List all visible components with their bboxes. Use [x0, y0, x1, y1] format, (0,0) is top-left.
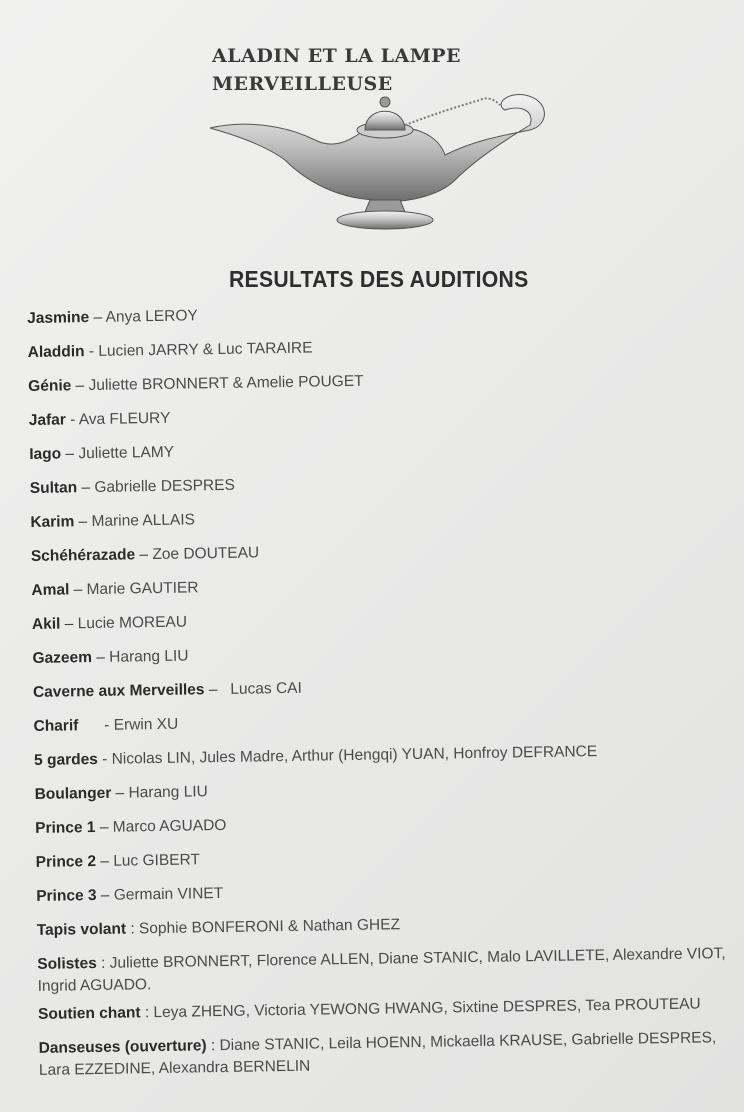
cast-list [27, 297, 739, 1088]
cast-entry [27, 297, 727, 330]
role-name: 5 gardes [33, 750, 98, 769]
cast-entry [37, 909, 737, 942]
role-name: Schéhérazade [30, 546, 136, 565]
cast-entry [35, 807, 735, 840]
role-name: Karim [30, 513, 75, 531]
role-name: Génie [28, 377, 72, 395]
performer-names: Juliette BRONNERT & Amelie POUGET [88, 372, 364, 395]
cast-entry [34, 739, 734, 772]
performer-names: Lucie MOREAU [77, 613, 188, 633]
role-name: Gazeem [32, 649, 93, 667]
performer-names: Ava FLEURY [78, 409, 171, 429]
title-line-2: MERVEILLEUSE [212, 73, 393, 95]
performer-names: Lucas CAI [230, 679, 302, 698]
cast-entry [33, 705, 733, 738]
role-name: Soutien chant [37, 1004, 141, 1023]
performer-names: Erwin XU [113, 715, 179, 734]
cast-entry [31, 569, 731, 602]
separator: – [74, 513, 92, 531]
role-name: Akil [31, 615, 61, 633]
separator: – [61, 445, 79, 463]
performer-names: Juliette BRONNERT, Florence ALLEN, Diane STANIC, Malo LAVILLETE, Alexandre VIOT, Ingrid AGUADO. [37, 945, 726, 995]
separator: : [96, 954, 110, 972]
page-heading: RESULTATS DES AUDITIONS [229, 266, 529, 292]
role-name: Prince 2 [35, 852, 97, 871]
performer-names: Harang LIU [128, 783, 208, 802]
separator: : [206, 1037, 220, 1055]
role-name: Charif [33, 717, 79, 735]
role-name: Caverne aux Merveilles [32, 681, 205, 701]
performer-names: Juliette LAMY [78, 443, 175, 463]
cast-entry [36, 841, 736, 874]
separator: – [77, 478, 95, 497]
performer-names: Marie GAUTIER [86, 579, 199, 599]
separator: – [111, 784, 129, 802]
role-name: Aladdin [27, 343, 85, 361]
cast-entry [33, 671, 733, 704]
role-name: Prince 3 [36, 886, 97, 905]
separator: – [96, 886, 114, 904]
role-name: Tapis volant [36, 920, 127, 939]
performer-names: Marco AGUADO [112, 816, 227, 836]
separator: – [95, 818, 113, 836]
cast-entry [34, 773, 734, 806]
separator: – [204, 680, 231, 699]
performer-names: Sophie BONFERONI & Nathan GHEZ [138, 916, 401, 938]
cast-entry [37, 943, 738, 998]
separator: - [97, 750, 112, 768]
cast-entry [31, 535, 731, 568]
cast-entry [32, 637, 732, 670]
performer-names: Marine ALLAIS [91, 511, 196, 531]
separator: - [84, 342, 99, 361]
role-name: Jafar [28, 411, 66, 429]
role-name: Iago [29, 445, 62, 463]
cast-entry [30, 501, 730, 534]
separator: – [69, 581, 87, 599]
separator: - [65, 411, 79, 429]
cast-entry [29, 433, 729, 466]
role-name: Boulanger [34, 784, 112, 803]
separator: - [78, 716, 114, 735]
role-name: Solistes [37, 954, 97, 973]
role-name: Amal [31, 581, 70, 599]
role-name: Sultan [29, 479, 78, 497]
cast-entry [38, 1027, 739, 1082]
performer-names: Luc GIBERT [113, 851, 201, 870]
performer-names: Harang LIU [109, 647, 189, 666]
magic-lamp-illustration [205, 80, 555, 240]
separator: – [89, 308, 106, 327]
performer-names: Nicolas LIN, Jules Madre, Arthur (Hengqi) YUAN, Honfroy DEFRANCE [111, 743, 598, 768]
cast-entry [38, 993, 738, 1026]
title-line-1: ALADIN ET LA LAMPE [212, 45, 462, 67]
cast-entry [30, 467, 730, 500]
cast-entry [29, 399, 729, 432]
performer-names: Germain VINET [113, 884, 224, 904]
role-name: Jasmine [27, 309, 90, 327]
separator: – [135, 546, 153, 564]
performer-names: Anya LEROY [105, 307, 198, 326]
separator: – [95, 852, 114, 870]
separator: – [91, 648, 110, 667]
role-name: Danseuses (ouverture) [38, 1037, 207, 1057]
performer-names: Diane STANIC, Leila HOENN, Mickaella KRAUSE, Gabrielle DESPRES, Lara EZZEDINE, Alexandra BERNELIN [38, 1029, 717, 1079]
cast-entry [28, 365, 728, 398]
role-name: Prince 1 [35, 818, 96, 837]
separator: – [60, 615, 78, 633]
cast-entry [36, 875, 736, 908]
cast-entry [28, 331, 728, 364]
performer-names: Lucien JARRY & Luc TARAIRE [98, 339, 313, 360]
separator: – [71, 377, 89, 395]
performer-names: Leya ZHENG, Victoria YEWONG HWANG, Sixtine DESPRES, Tea PROUTEAU [153, 995, 701, 1022]
separator: : [125, 920, 140, 938]
performer-names: Zoe DOUTEAU [152, 544, 260, 564]
separator: : [140, 1004, 154, 1022]
performer-names: Gabrielle DESPRES [94, 476, 235, 496]
cast-entry [32, 603, 732, 636]
